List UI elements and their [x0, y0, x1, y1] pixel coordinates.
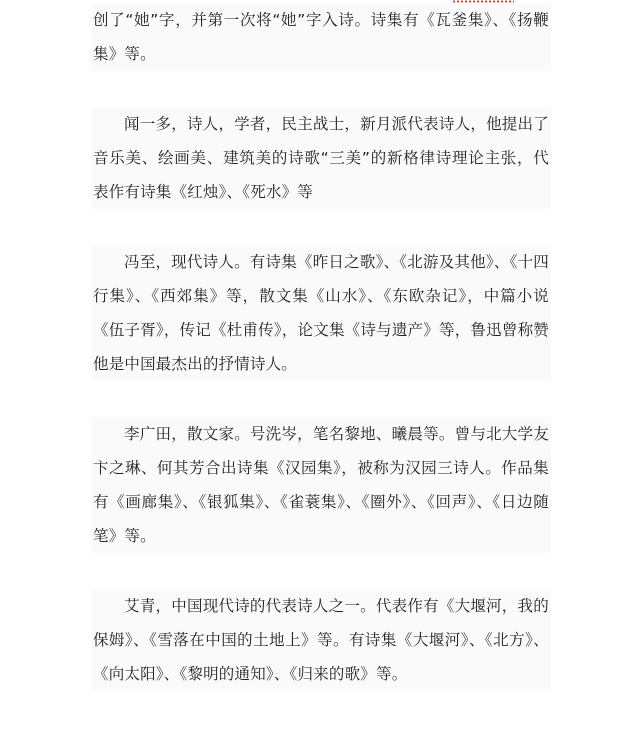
paragraph-gap	[91, 381, 551, 417]
document-page	[91, 0, 551, 691]
paragraph-wen-yiduo: 闻一多，诗人，学者，民主战士，新月派代表诗人，他提出了音乐美、绘画美、建筑美的诗歌“三美”的新格律诗理论主张，代表作有诗集《红烛》、《死水》等	[91, 107, 551, 209]
paragraph-gap	[91, 71, 551, 107]
paragraph-li-guangtian: 李广田，散文家。号洗岑，笔名黎地、曦晨等。曾与北大学友卞之琳、何其芳合出诗集《汉园集》，被称为汉园三诗人。作品集有《画廊集》、《银狐集》、《雀蓑集》、《圈外》、《回声》、《日边随笔》等。	[91, 417, 551, 553]
paragraph-gap	[91, 553, 551, 589]
paragraph-liu-bannong-continued: 创了“她”字，并第一次将“她”字入诗。诗集有《瓦釜集》、《扬鞭集》等。	[91, 3, 551, 71]
paragraph-ai-qing: 艾青，中国现代诗的代表诗人之一。代表作有《大堰河，我的保姆》、《雪落在中国的土地上》等。有诗集《大堰河》、《北方》、《向太阳》、《黎明的通知》、《归来的歌》等。	[91, 589, 551, 691]
paragraph-feng-zhi: 冯至，现代诗人。有诗集《昨日之歌》、《北游及其他》、《十四行集》、《西郊集》等，散文集《山水》、《东欧杂记》，中篇小说《伍子胥》，传记《杜甫传》，论文集《诗与遗产》等，鲁迅曾称赞他是中国最杰出的抒情诗人。	[91, 245, 551, 381]
paragraph-gap	[91, 209, 551, 245]
